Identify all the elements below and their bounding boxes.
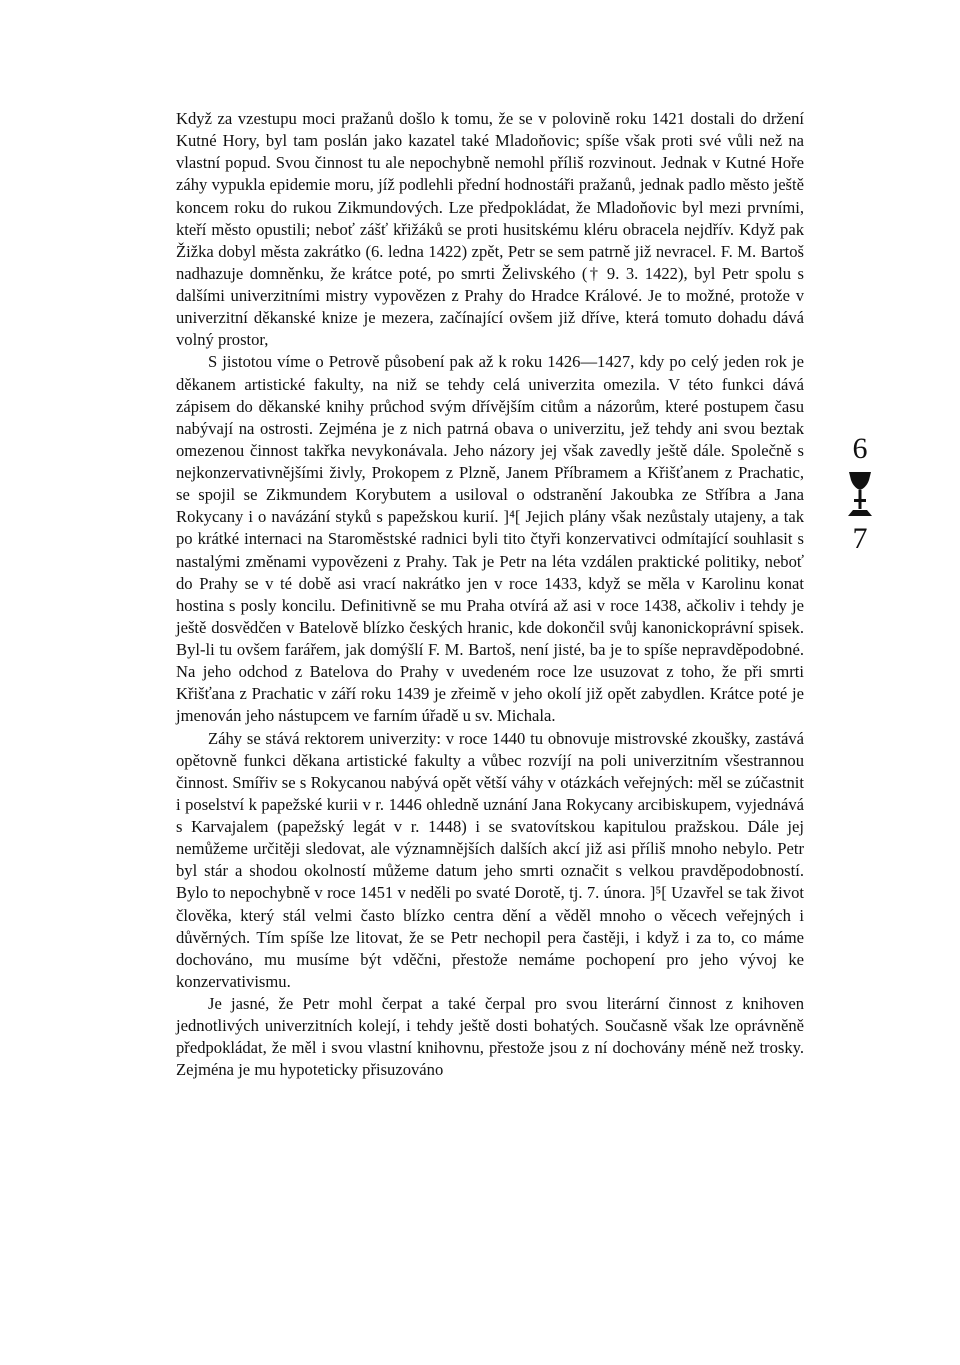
paragraph-3: Záhy se stává rektorem univerzity: v roce 1440 tu obnovuje mistrovské zkoušky, zastává opětovně funkci děkana artistické fakulty a vůbec rozvíjí na poli univerzitním všestrannou činnost. Smířiv se s Rokycanou nabývá opět větší váhy v otázkách veřejných: měl se zúčastnit i poselství k papežské kurii v r. 1446 ohledně uznání Jana Rokycany arcibiskupem, vyjednává s Karvajalem (papežský legát v r. 1448) i se svatovítskou kapitulou pražskou. Dále jej nemůžeme určitěji sledovat, ale významnějších dalších akcí již asi příliš mnoho nebylo. Petr byl stár a shodou okolností můžeme datum jeho smrti označit s velkou pravděpodobností. Bylo to nepochybně v roce 1451 v neděli po svaté Dorotě, tj. 7. února. ]⁵[ Uzavřel se tak život člověka, který stál velmi často blízko centra dění a věděl mnoho o věcech veřejných i důvěrných. Tím spíše lze litovat, že se Petr nechopil pera častěji, i když i za to, co máme dochováno, mu musíme být vděčni, přestože nemáme pochopení pro jeho vývoj ke konzervativismu.	[176, 728, 804, 991]
margin-number-top: 6	[852, 432, 868, 465]
chalice-icon	[845, 470, 875, 518]
page-text	[176, 108, 804, 1082]
margin-page-marker	[838, 432, 882, 556]
paragraph-4: Je jasné, že Petr mohl čerpat a také čerpal pro svou literární činnost z knihoven jednotlivých univerzitních kolejí, i tehdy ještě dosti bohatých. Současně však lze oprávněně předpokládat, že měl i svou vlastní knihovnu, přestože jsou z ní dochovány méně než trosky. Zejména je mu hypoteticky přisuzováno	[176, 994, 804, 1080]
paragraph-1: Když za vzestupu moci pražanů došlo k tomu, že se v polovině roku 1421 dostali do držení Kutné Hory, byl tam poslán jako kazatel také Mladoňovic; spíše však proti své vůli než na vlastní popud. Svou činnost tu ale nepochybně nemohl příliš rozvinout. Jednak v Kutné Hoře záhy vypukla epidemie moru, jíž podlehli přední hodnostáři pražanů, jednak padlo město ještě koncem roku do rukou Zikmundových. Lze předpokládat, že Mladoňovic byl mezi prvními, kteří město opustili; neboť zášť křižáků se proti husitskému kléru obracela nejdřív. Když pak Žižka dobyl města zakrátko (6. ledna 1422) zpět, Petr se sem patrně již nevracel. F. M. Bartoš nadhazuje domněnku, že krátce poté, po smrti Želivského († 9. 3. 1422), byl Petr spolu s dalšími univerzitními mistry vypovězen z Prahy do Hradce Králové. Je to možné, protože v univerzitní děkanské knize je mezera, začínající ovšem již dříve, která tomuto dohadu dává volný prostor,	[176, 109, 804, 350]
margin-number-bottom: 7	[852, 522, 868, 555]
paragraph-2: S jistotou víme o Petrově působení pak až k roku 1426—1427, kdy po celý jeden rok je děkanem artistické fakulty, na niž se tehdy celá univerzita omezila. V této funkci dává zápisem do děkanské knihy průchod svým dřívějším citům a názorům, které postupem času nabývají na ostrosti. Zejména je z nich patrná obava o univerzitu, jež tehdy ani svou beztak omezenou činnost takřka nevykonávala. Jeho názory jej však zavedly ještě dále. Společně s nejkonzervativnějšími živly, Prokopem z Plzně, Janem Příbramem a Křišťanem z Prachatic, se spojil se Zikmundem Korybutem a usiloval o odstranění Jakoubka ze Stříbra a Jana Rokycany i o navázání styků s papežskou kurií. ]⁴[ Jejich plány však nezůstaly utajeny, a tak po krátké internaci na Staroměstské radnici byli tito čtyři konzervativci odmítající souhlasit s nastalými změnami vypovězeni z Prahy. Tak je Petr na léta vzdálen praktické politiky, neboť do Prahy se v té době asi vrací nakrátko jen v roce 1433, když se měla v Karolinu konat hostina s posly koncilu. Definitivně se mu Praha otvírá až asi v roce 1438, ačkoliv i tehdy je ještě dosvědčen v Batelově blízko českých hranic, kde dokončil svůj kanonickoprávní spisek. Byl-li tu ovšem farářem, jak domýšlí F. M. Bartoš, není jisté, ba je to spíše nepravděpodobné. Na jeho odchod z Batelova do Prahy v uvedeném roce lze usuzovat z toho, že při smrti Křišťana z Prachatic v září roku 1439 je zřeimě v jeho okolí již opět zabydlen. Krátce poté je jmenován jeho nástupcem ve farním úřadě u sv. Michala.	[176, 352, 804, 726]
